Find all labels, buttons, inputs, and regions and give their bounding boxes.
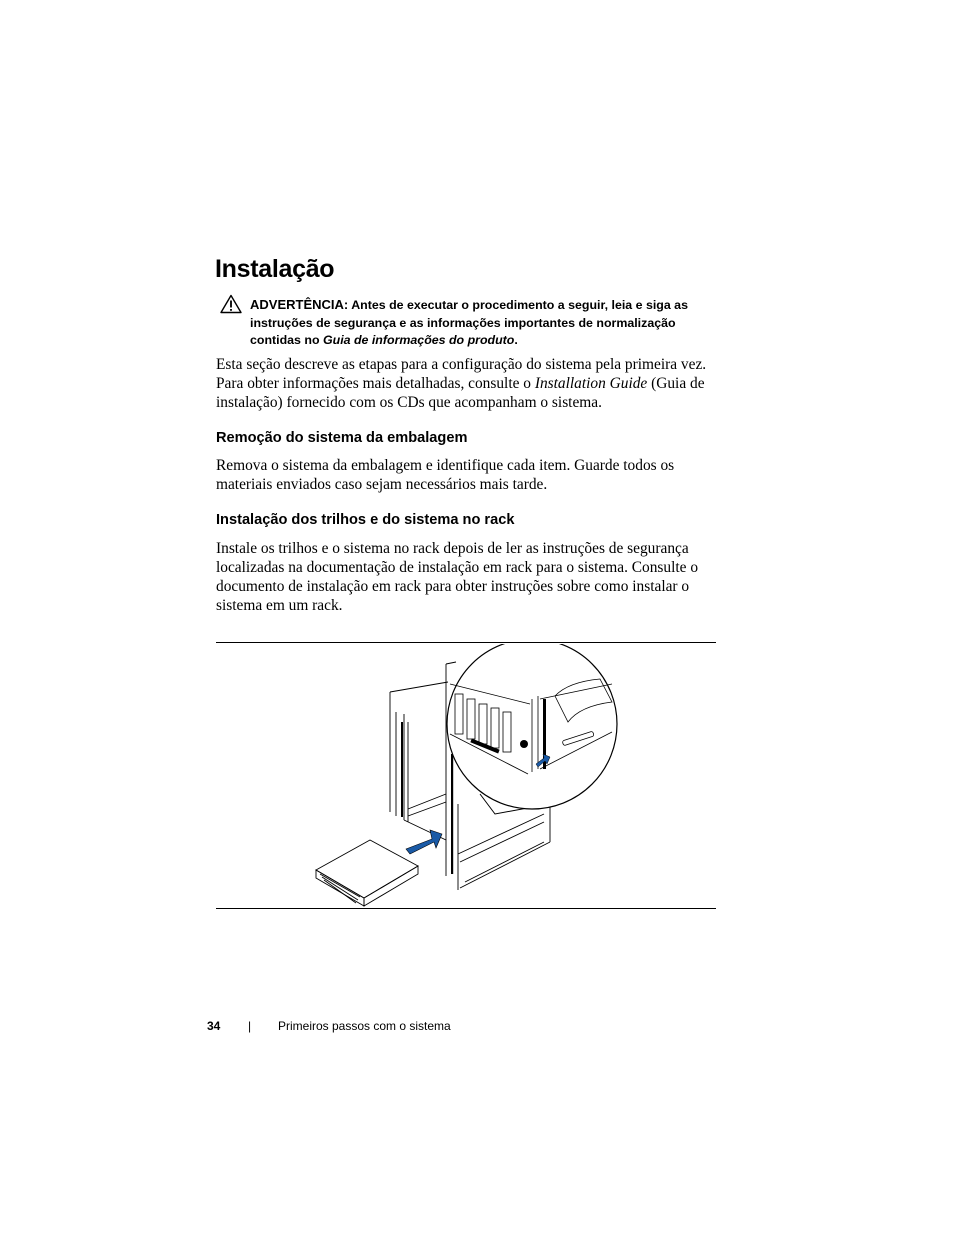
intro-text-2: (Guia de instalação) fornecido com os CDs que acompanham o sistema. xyxy=(216,375,705,411)
warning-triangle-icon xyxy=(220,294,242,314)
section-heading-unpacking: Remoção do sistema da embalagem xyxy=(216,430,468,446)
warning-guide-title: Guia de informações do produto xyxy=(322,333,515,347)
magnified-detail xyxy=(447,644,617,814)
warning-label: ADVERTÊNCIA: xyxy=(250,297,349,312)
installation-guide-title: Installation Guide xyxy=(534,375,648,392)
intro-paragraph xyxy=(216,355,726,412)
page-title: Instalação xyxy=(215,255,335,283)
figure-top-rule xyxy=(216,642,716,643)
warning-text xyxy=(250,296,720,350)
storage-enclosure xyxy=(316,840,418,906)
page-number: 34 xyxy=(207,1019,221,1033)
figure-bottom-rule xyxy=(216,908,716,909)
warning-body: Antes de executar o procedimento a seguir, leia e siga as instruções de segurança e as informações importantes de normalização contidas no xyxy=(250,298,688,347)
intro-text-1: Esta seção descreve as etapas para a configuração do sistema pela primeira vez. Para obter informações mais detalhadas, consulte o xyxy=(216,356,707,392)
unpacking-paragraph: Remova o sistema da embalagem e identifique cada item. Guarde todos os materiais enviados caso sejam necessários mais tarde. xyxy=(216,457,675,493)
footer-separator: | xyxy=(248,1019,252,1033)
rack-install-paragraph: Instale os trilhos e o sistema no rack depois de ler as instruções de segurança localizadas na documentação de instalação em rack para o sistema. Consulte o documento de instalação em rack para obter instruções sobre como instalar o sistema em um rack. xyxy=(216,540,699,614)
running-title: Primeiros passos com o sistema xyxy=(278,1019,451,1033)
rack-installation-illustration xyxy=(300,644,630,908)
warning-end: . xyxy=(514,333,518,347)
section-heading-rack-install: Instalação dos trilhos e do sistema no rack xyxy=(216,512,515,528)
